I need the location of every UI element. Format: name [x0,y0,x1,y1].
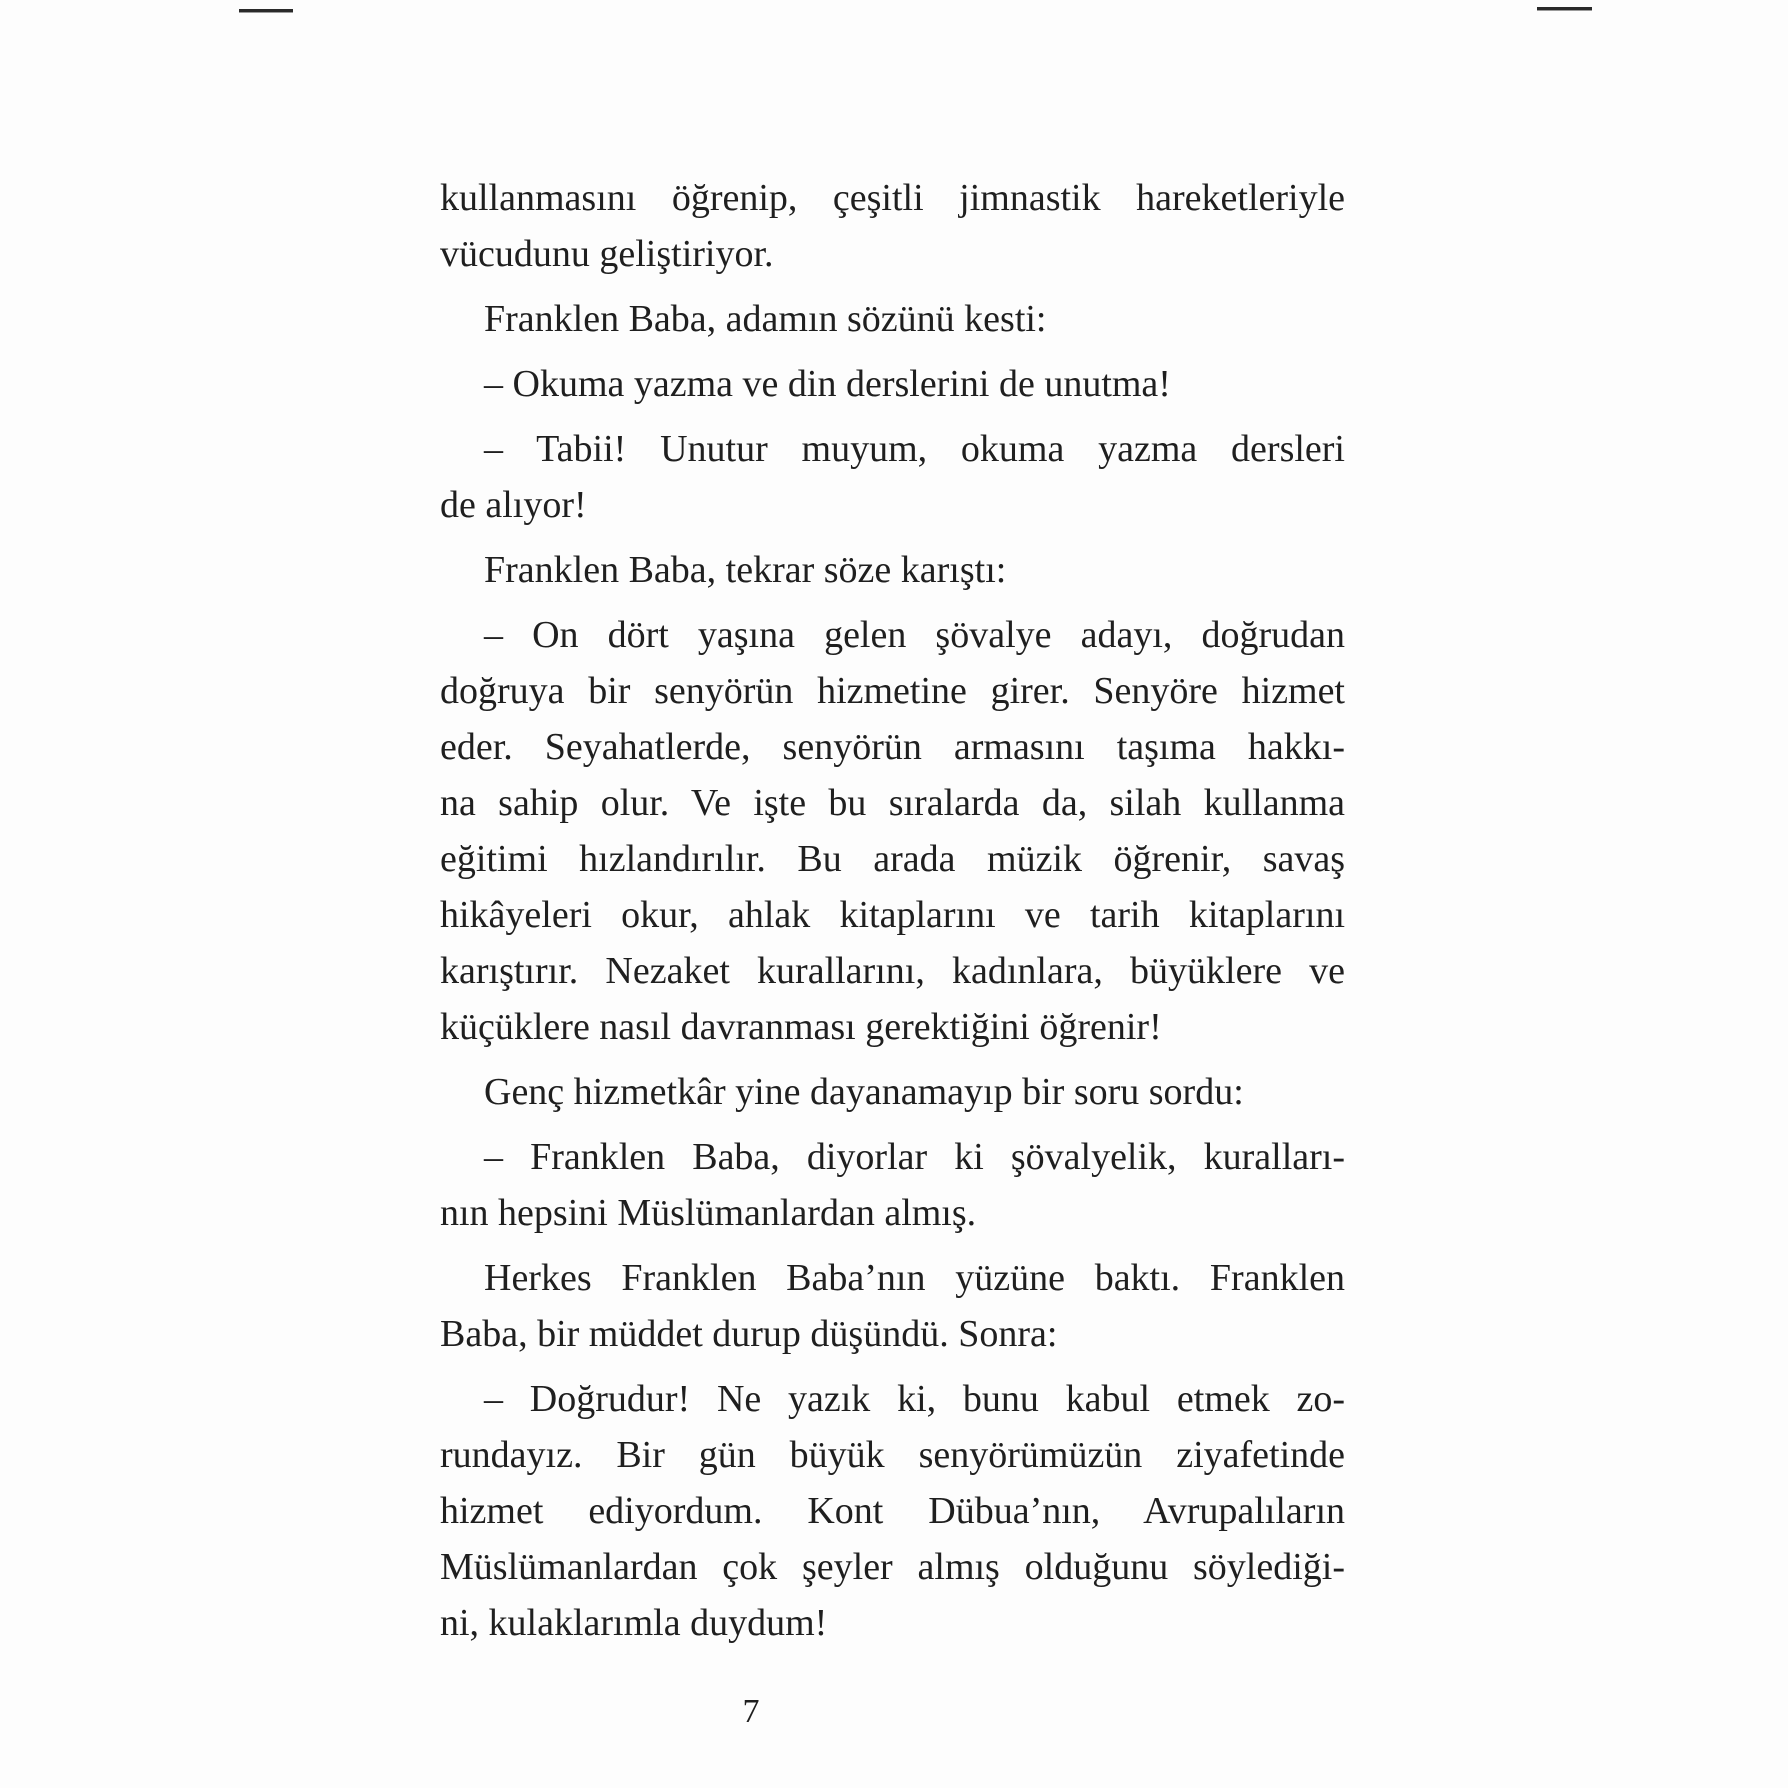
text-line: hizmet ediyordum. Kont Dübua’nın, Avrupalıların [440,1490,1345,1532]
text-line: nın hepsini Müslümanlardan almış. [440,1192,977,1234]
text-line: eder. Seyahatlerde, senyörün armasını taşıma hakkı- [440,726,1345,768]
top-right-rule-mark [1537,7,1592,11]
text-line: karıştırır. Nezaket kurallarını, kadınlara, büyüklere ve [440,950,1345,992]
text-line: – On dört yaşına gelen şövalye adayı, doğrudan [484,614,1345,656]
text-line: Müslümanlardan çok şeyler almış olduğunu söylediği- [440,1546,1345,1588]
text-line: Franklen Baba, adamın sözünü kesti: [484,298,1047,340]
text-line: – Doğrudur! Ne yazık ki, bunu kabul etmek zo- [484,1378,1345,1420]
text-line: kullanmasını öğrenip, çeşitli jimnastik hareketleriyle [440,177,1345,219]
text-line: Herkes Franklen Baba’nın yüzüne baktı. Franklen [484,1257,1345,1299]
text-line: de alıyor! [440,484,587,526]
page-number: 7 [742,1693,760,1730]
text-line: na sahip olur. Ve işte bu sıralarda da, silah kullanma [440,782,1345,824]
text-line: ni, kulaklarımla duydum! [440,1602,828,1644]
text-line: küçüklere nasıl davranması gerektiğini öğrenir! [440,1006,1162,1048]
text-line: Baba, bir müddet durup düşündü. Sonra: [440,1313,1058,1355]
body-text [440,170,1345,1651]
text-line: Genç hizmetkâr yine dayanamayıp bir soru sordu: [484,1071,1244,1113]
text-line: hikâyeleri okur, ahlak kitaplarını ve tarih kitaplarını [440,894,1345,936]
text-line: – Tabii! Unutur muyum, okuma yazma dersleri [484,428,1345,470]
text-line: Franklen Baba, tekrar söze karıştı: [484,549,1007,591]
text-line: rundayız. Bir gün büyük senyörümüzün ziyafetinde [440,1434,1345,1476]
text-line: eğitimi hızlandırılır. Bu arada müzik öğrenir, savaş [440,838,1345,880]
text-line: – Franklen Baba, diyorlar ki şövalyelik, kuralları- [484,1136,1345,1178]
top-left-rule-mark [239,9,293,13]
text-line: vücudunu geliştiriyor. [440,233,774,275]
text-line: doğruya bir senyörün hizmetine girer. Senyöre hizmet [440,670,1345,712]
text-line: – Okuma yazma ve din derslerini de unutma! [484,363,1171,405]
